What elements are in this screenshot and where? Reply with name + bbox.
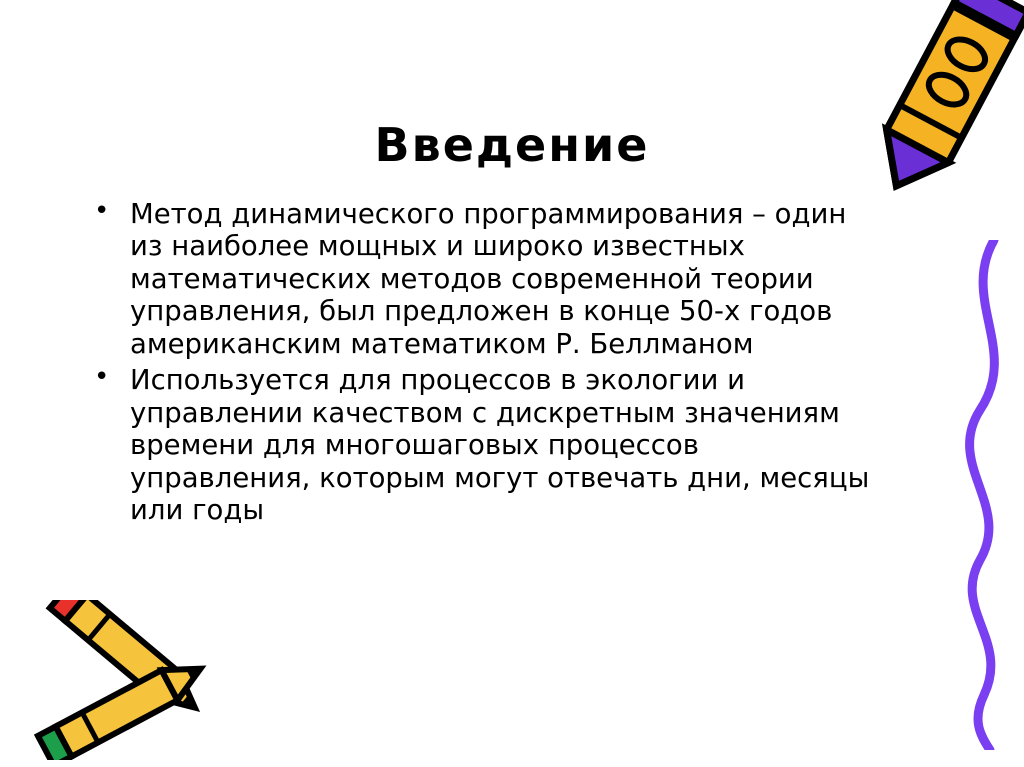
squiggle-line-icon: [950, 240, 1024, 750]
pencils-illustration-icon: [10, 600, 230, 760]
slide-body: [78, 198, 878, 530]
list-item: • Используется для процессов в экологии и управлении качеством с дискретным значениям времени для многошаговых процессов управления, которым могут отвечать дни, месяцы или годы: [78, 364, 878, 526]
crayon-illustration-icon: [836, 0, 1024, 250]
page-title: Введение: [374, 118, 650, 172]
bullet-list: [78, 198, 878, 526]
list-item: • Метод динамического программирования – один из наиболее мощных и широко известных математических методов современной теории управления, был предложен в конце 50-х годов американским математиком Р. Беллманом: [78, 198, 878, 360]
